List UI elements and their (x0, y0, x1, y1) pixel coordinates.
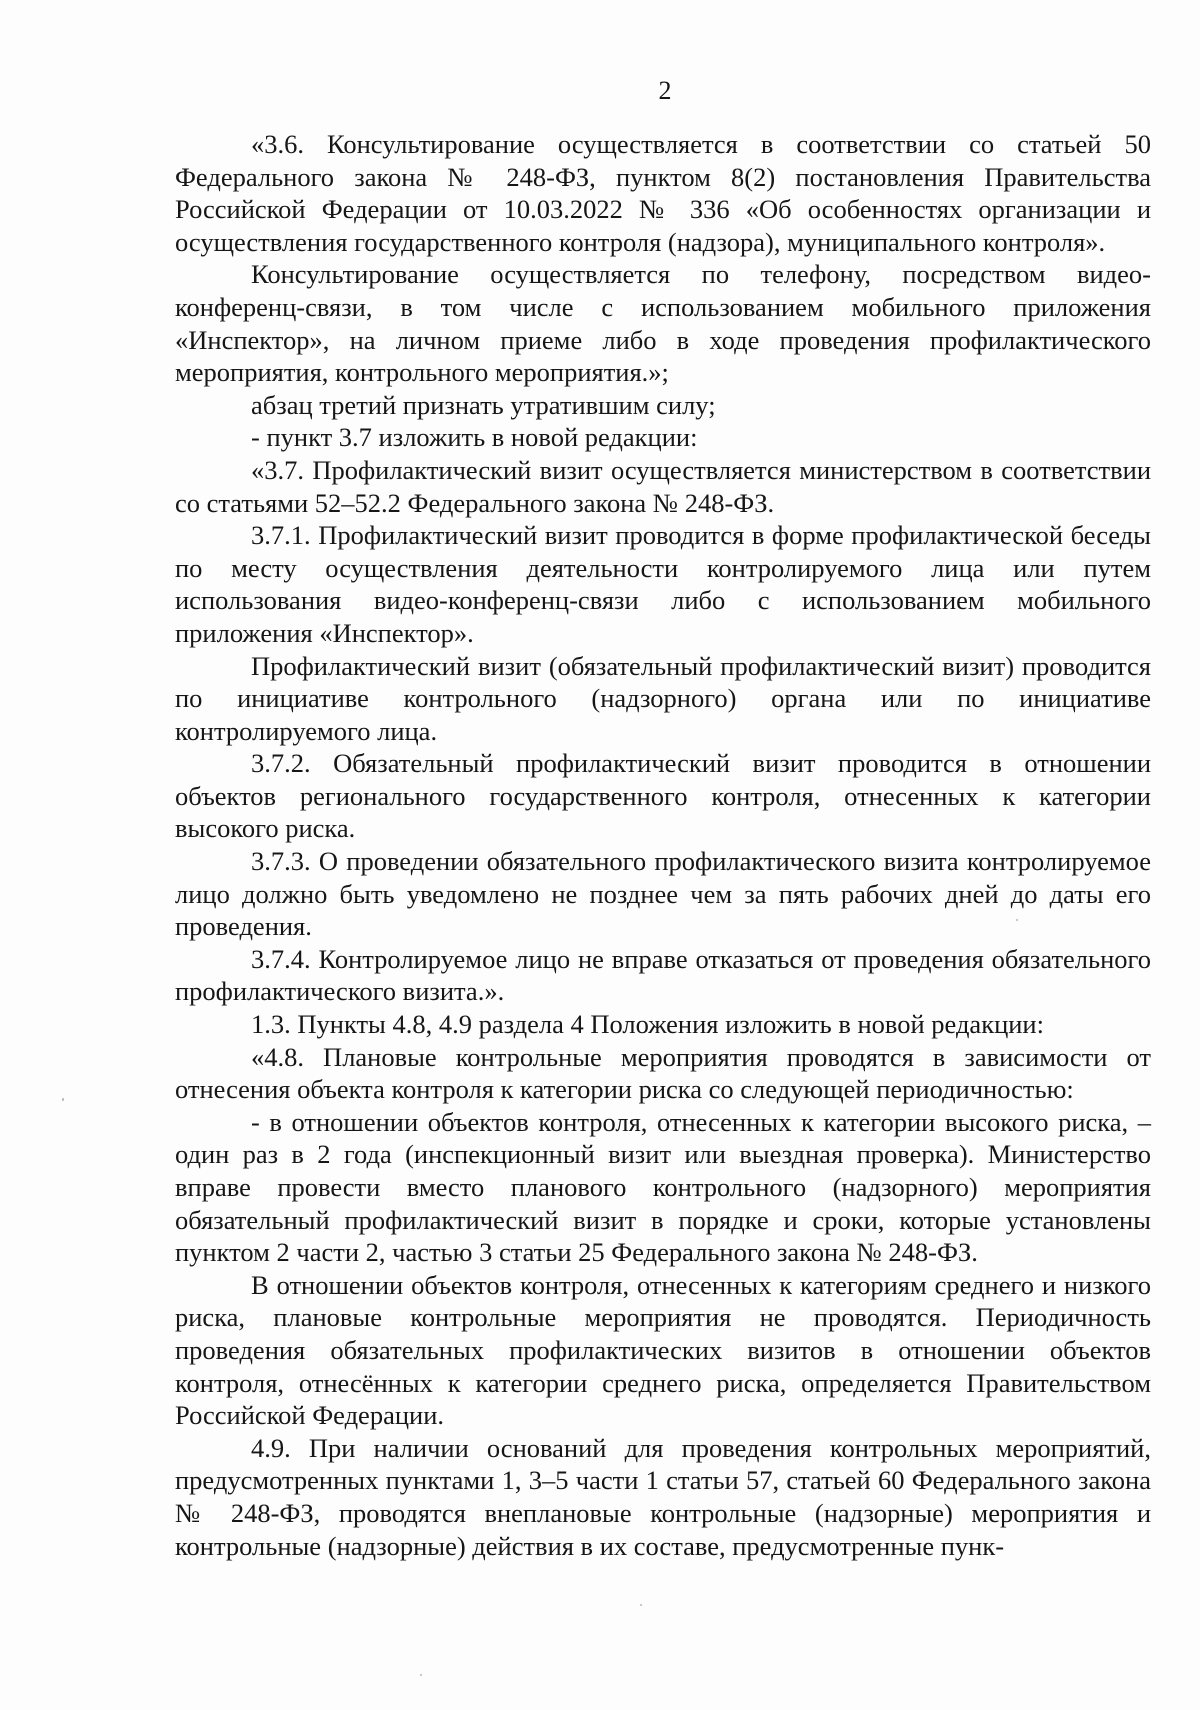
paragraph-third-abzac: абзац третий признать утратившим силу; (251, 389, 716, 420)
page-number: 2 (658, 76, 672, 105)
scan-speck (62, 1098, 64, 1101)
scan-speck (420, 1674, 422, 1676)
paragraph-4-9: 4.9. При наличии оснований для проведения контрольных мероприятий, предусмотренных пунктами 1, 3–5 части 1 статьи 57, статьей 60 Федерального закона № 248-ФЗ, проводятся внеплановые контрольные (надзорные) мероприятия и контрольные (надзорные) действия в их составе, предусмотренные пунк- (175, 1432, 1151, 1561)
paragraph-high-risk: - в отношении объектов контроля, отнесенных к категории высокого риска, – один раз в 2 года (инспекционный визит или выездная проверка). Министерство вправе провести вместо планового контрольного (надзорного) мероприятия обязательный профилактический визит в порядке и сроки, которые установлены пунктом 2 части 2, частью 3 статьи 25 Федерального закона № 248-ФЗ. (175, 1106, 1151, 1268)
paragraph-3-7-3: 3.7.3. О проведении обязательного профилактического визита контролируемое лицо должно быть уведомлено не позднее чем за пять рабочих дней до даты его проведения. (175, 846, 1151, 942)
paragraph-3-6: «3.6. Консультирование осуществляется в соответствии со статьей 50 Федерального закона № 248-ФЗ, пунктом 8(2) постановления Правительства Российской Федерации от 10.03.2022 № 336 «Об особенностях организации и осуществления государственного контроля (надзора), муниципального контроля». (175, 129, 1151, 257)
paragraph-medium-low-risk: В отношении объектов контроля, отнесенных к категориям среднего и низкого риска, плановые контрольные мероприятия не проводятся. Периодичность проведения обязательных профилактических визитов в отношении объектов контроля, отнесённых к категории среднего риска, определяется Правительством Российской Федерации. (175, 1269, 1151, 1431)
paragraph-consulting-methods: Консультирование осуществляется по телефону, посредством видео-конференц-связи, в том числе с использованием мобильного приложения «Инспектор», на личном приеме либо в ходе проведения профилактического мероприятия, контрольного мероприятия.»; (175, 259, 1151, 388)
paragraph-visit-initiative: Профилактический визит (обязательный профилактический визит) проводится по инициативе контрольного (надзорного) органа или по инициативе контролируемого лица. (175, 650, 1151, 746)
paragraph-3-7-4: 3.7.4. Контролируемое лицо не вправе отказаться от проведения обязательного профилактического визита.». (175, 943, 1151, 1007)
document-body (175, 128, 1151, 1562)
scan-speck (640, 1604, 642, 1606)
scan-speck (1016, 919, 1018, 921)
paragraph-3-7-2: 3.7.2. Обязательный профилактический визит проводится в отношении объектов регионального государственного контроля, отнесенных к категории высокого риска. (175, 748, 1151, 844)
paragraph-3-7: «3.7. Профилактический визит осуществляется министерством в соответствии со статьями 52–52.2 Федерального закона № 248-ФЗ. (175, 454, 1151, 518)
paragraph-1-3: 1.3. Пункты 4.8, 4.9 раздела 4 Положения изложить в новой редакции: (251, 1009, 1044, 1040)
paragraph-4-8: «4.8. Плановые контрольные мероприятия проводятся в зависимости от отнесения объекта контроля к категории риска со следующей периодичностью: (175, 1041, 1151, 1105)
paragraph-3-7-1: 3.7.1. Профилактический визит проводится в форме профилактической беседы по месту осуществления деятельности контролируемого лица или путем использования видео-конференц-связи либо с использованием мобильного приложения «Инспектор». (175, 520, 1151, 648)
paragraph-point-3-7-intro: - пункт 3.7 изложить в новой редакции: (251, 422, 698, 453)
